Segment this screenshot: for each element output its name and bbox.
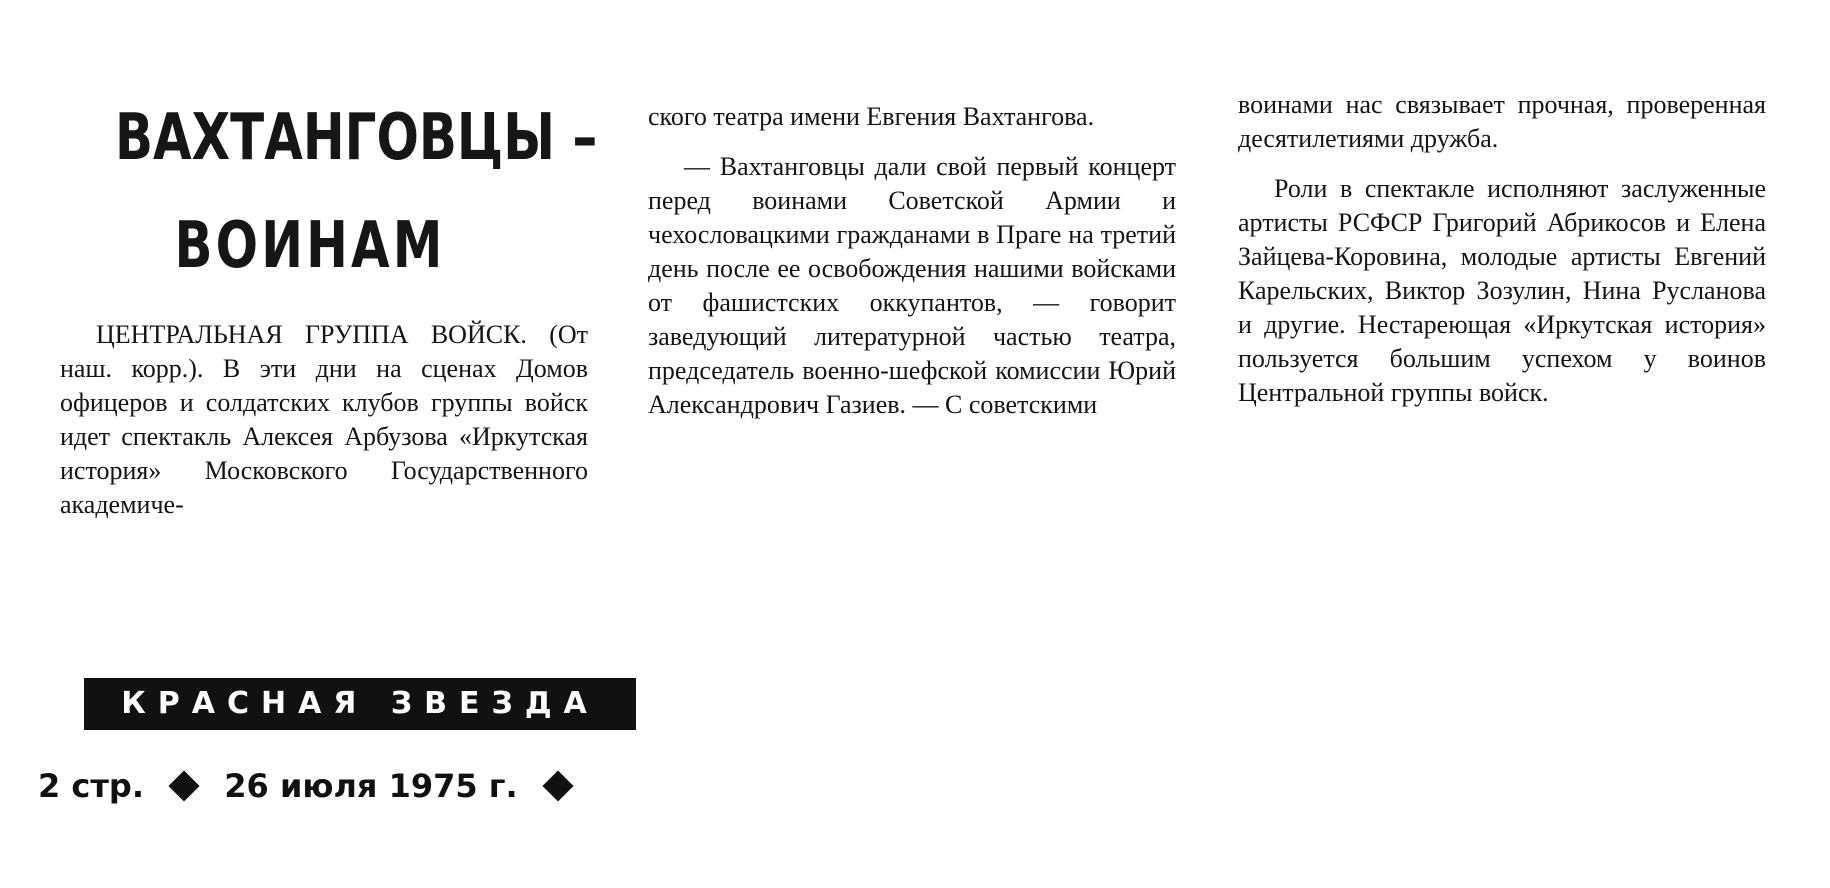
issue-date: 26 июля 1975 г. [224, 767, 518, 805]
article-column-2 [648, 100, 1176, 422]
article-column-1 [60, 318, 588, 522]
diamond-icon [169, 770, 200, 801]
diamond-icon [542, 770, 573, 801]
paragraph: ЦЕНТРАЛЬНАЯ ГРУППА ВОЙСК. (От наш. корр.). В эти дни на сценах Домов офицеров и солдатских клубов группы войск идет спектакль Алексея Арбузова «Иркутская история» Московского Государственного академиче- [60, 320, 588, 519]
page-number: 2 стр. [38, 767, 144, 805]
newspaper-masthead: КРАСНАЯ ЗВЕЗДА [84, 678, 636, 730]
paragraph: — Вахтанговцы дали свой первый концерт перед воинами Советской Армии и чехословацкими гражданами в Праге на третий день после ее освобождения нашими войсками от фашистских оккупантов, — говорит заведующий литературной частью театра, председатель военно-шефской комиссии Юрий Александрович Газиев. — С советскими [648, 152, 1176, 419]
headline-line-2: ВОИНАМ [174, 209, 446, 283]
paragraph: ского театра имени Евгения Вахтангова. [648, 102, 1095, 131]
paragraph: воинами нас связывает прочная, проверенная десятилетиями дружба. [1238, 90, 1766, 153]
dateline [38, 762, 587, 808]
paragraph: Роли в спектакле исполняют заслуженные артисты РСФСР Григорий Абрикосов и Елена Зайцева-Коровина, молодые артисты Евгений Карельских, Виктор Зозулин, Нина Русланова и другие. Нестареющая «Иркутская история» пользуется большим успехом у воинов Центральной группы войск. [1238, 174, 1766, 407]
article-column-3 [1238, 88, 1766, 410]
headline-line-1: ВАХТАНГОВЦЫ – [115, 101, 598, 175]
